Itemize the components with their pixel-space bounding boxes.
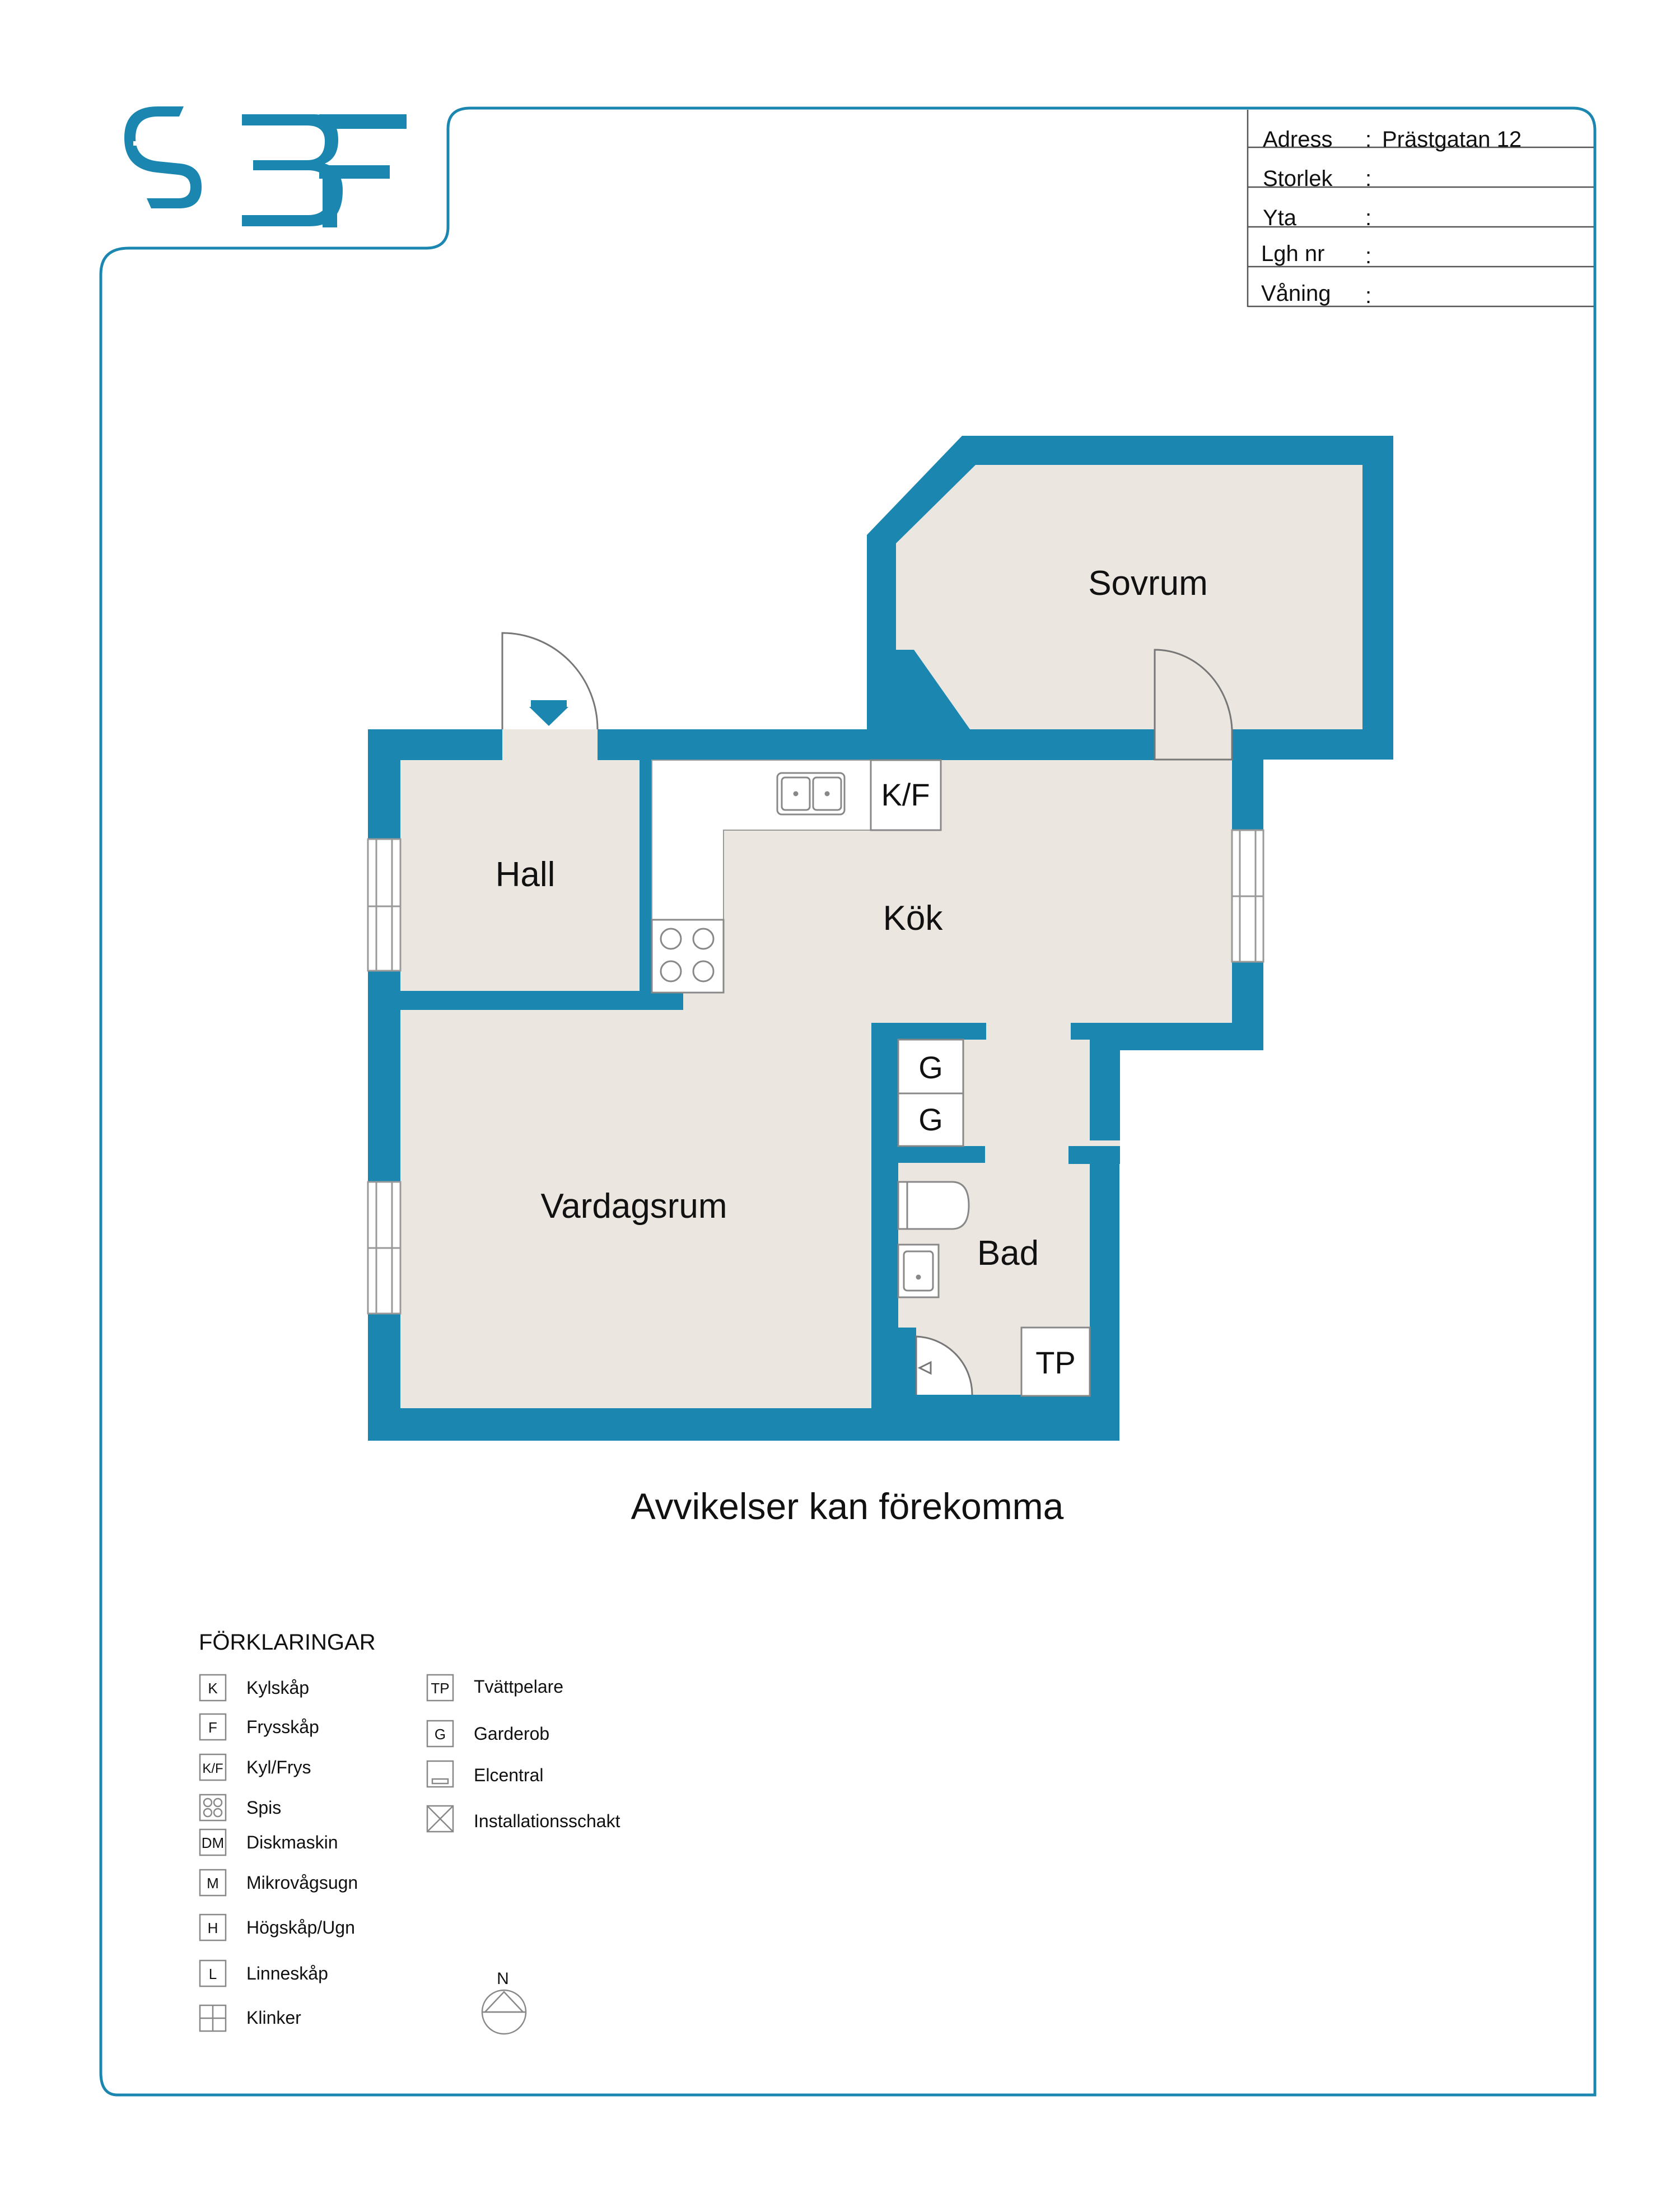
- fixture-label-g1: G: [918, 1050, 943, 1085]
- info-label-vaning: Våning: [1261, 281, 1331, 306]
- legend-code: L: [208, 1966, 217, 1982]
- room-label-hall: Hall: [495, 855, 556, 894]
- legend-code: DM: [201, 1834, 225, 1851]
- legend-label: Frysskåp: [246, 1717, 319, 1737]
- info-colon: :: [1365, 206, 1372, 230]
- legend-code: F: [208, 1719, 217, 1736]
- stove-icon: [200, 1795, 226, 1820]
- info-value-adress: Prästgatan 12: [1382, 127, 1522, 152]
- room-label-bad: Bad: [977, 1234, 1039, 1273]
- legend-code: M: [207, 1875, 219, 1892]
- legend: [199, 1630, 620, 2031]
- legend-code: K: [208, 1680, 218, 1697]
- legend-label: Spis: [246, 1797, 282, 1818]
- installation-shaft-icon: [427, 1806, 453, 1832]
- floor-plan: [368, 436, 1393, 1441]
- room-label-kok: Kök: [883, 899, 943, 938]
- legend-label: Kyl/Frys: [246, 1757, 311, 1777]
- legend-label: Garderob: [474, 1724, 550, 1744]
- compass-label: N: [497, 1969, 509, 1988]
- info-label-yta: Yta: [1263, 206, 1297, 230]
- legend-label: Kylskåp: [246, 1678, 310, 1698]
- legend-code: K/F: [202, 1761, 223, 1776]
- info-label-lgh-nr: Lgh nr: [1261, 241, 1325, 266]
- fixture-label-g2: G: [918, 1102, 943, 1137]
- compass-icon: [482, 1969, 526, 2034]
- legend-label: Högskåp/Ugn: [246, 1917, 355, 1938]
- fixture-label-tp: TP: [1035, 1345, 1076, 1380]
- fixture-label-kf: K/F: [881, 777, 930, 812]
- legend-label: Klinker: [246, 2008, 301, 2028]
- electrical-panel-icon: [427, 1761, 453, 1787]
- legend-label: Installationsschakt: [474, 1811, 620, 1831]
- room-label-vardagsrum: Vardagsrum: [540, 1187, 727, 1226]
- legend-title: FÖRKLARINGAR: [199, 1630, 376, 1655]
- info-colon: :: [1365, 244, 1372, 268]
- info-colon: :: [1365, 166, 1372, 191]
- legend-label: Diskmaskin: [246, 1832, 338, 1852]
- legend-label: Linneskåp: [246, 1963, 328, 1983]
- bath-sink-icon: [898, 1245, 939, 1297]
- info-label-adress: Adress: [1263, 127, 1333, 152]
- legend-label: Tvättpelare: [474, 1677, 564, 1697]
- legend-label: Elcentral: [474, 1765, 544, 1785]
- info-colon: :: [1365, 283, 1372, 308]
- legend-label: Mikrovågsugn: [246, 1873, 358, 1893]
- disclaimer-text: Avvikelser kan förekomma: [631, 1485, 1064, 1527]
- legend-code: G: [434, 1726, 446, 1743]
- stove-icon: [652, 920, 724, 993]
- room-label-sovrum: Sovrum: [1088, 564, 1208, 603]
- info-colon: :: [1365, 127, 1372, 152]
- sbf-logo: [124, 106, 407, 227]
- info-label-storlek: Storlek: [1263, 166, 1333, 191]
- legend-code: H: [207, 1920, 218, 1936]
- tile-icon: [200, 2005, 226, 2031]
- legend-code: TP: [431, 1680, 450, 1697]
- toilet-icon: [898, 1182, 969, 1229]
